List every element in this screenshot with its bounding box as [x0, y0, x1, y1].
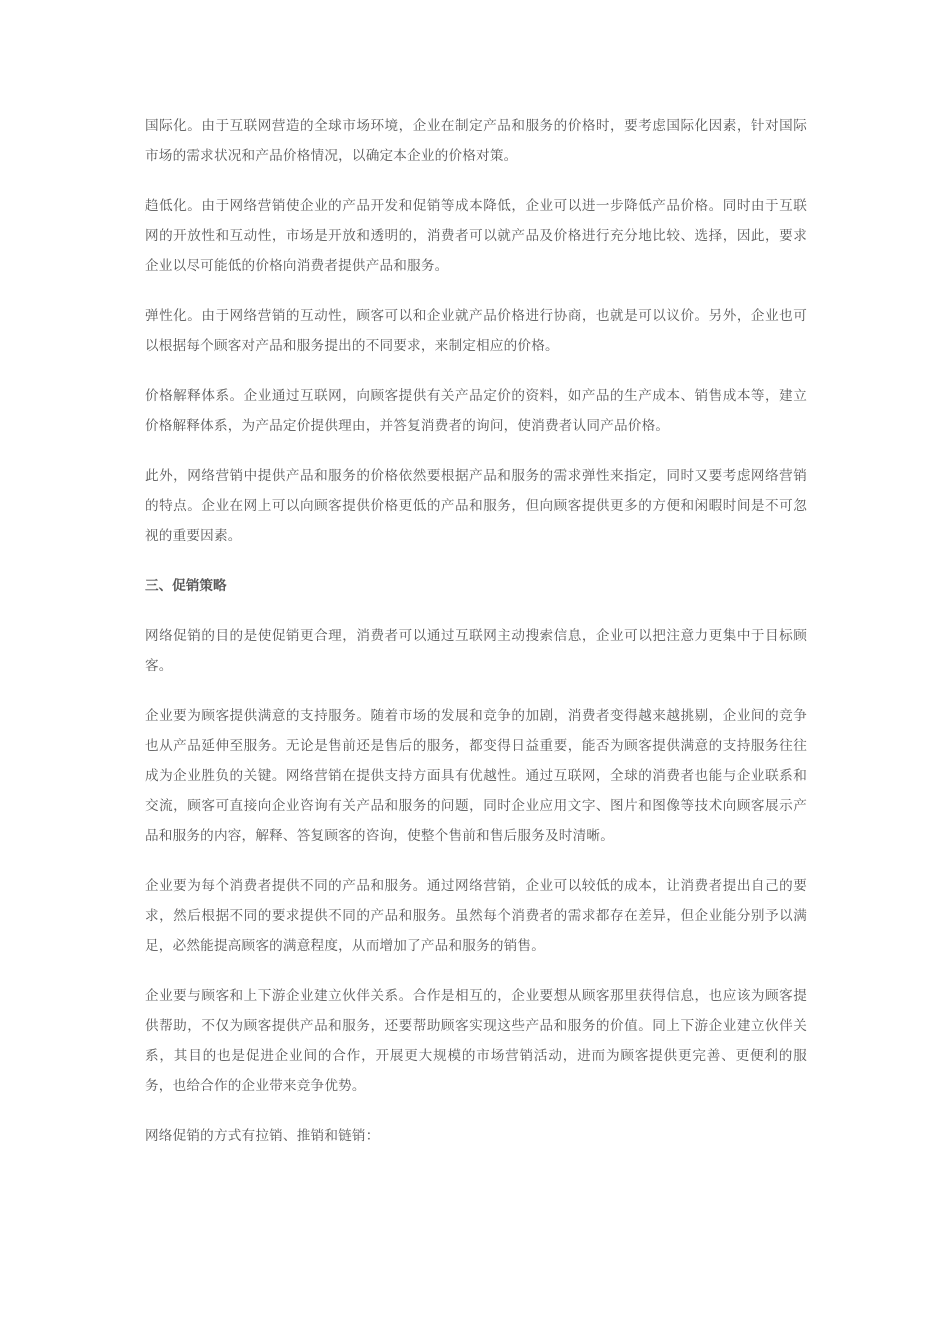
paragraph-flexibility: 弹性化。由于网络营销的互动性，顾客可以和企业就产品价格进行协商，也就是可以议价。另外，企业也可以根据每个顾客对产品和服务提出的不同要求，来制定相应的价格。 — [145, 308, 807, 354]
paragraph-partnership: 企业要与顾客和上下游企业建立伙伴关系。合作是相互的，企业要想从顾客那里获得信息，也应该为顾客提供帮助，不仅为顾客提供产品和服务，还要帮助顾客实现这些产品和服务的价值。同上下游企业建立伙伴关系，其目的也是促进企业间的合作，开展更大规模的市场营销活动，进而为顾客提供更完善、更便利的服务，也给合作的企业带来竞争优势。 — [145, 988, 807, 1094]
paragraph-internationalization: 国际化。由于互联网营造的全球市场环境，企业在制定产品和服务的价格时，要考虑国际化因素，针对国际市场的需求状况和产品价格情况，以确定本企业的价格对策。 — [145, 118, 807, 164]
paragraph-additional-notes: 此外，网络营销中提供产品和服务的价格依然要根据产品和服务的需求弹性来指定，同时又要考虑网络营销的特点。企业在网上可以向顾客提供价格更低的产品和服务，但向顾客提供更多的方便和闲暇时间是不可忽视的重要因素。 — [145, 468, 807, 544]
paragraph-price-explanation: 价格解释体系。企业通过互联网，向顾客提供有关产品定价的资料，如产品的生产成本、销售成本等，建立价格解释体系，为产品定价提供理由，并答复消费者的询问，使消费者认同产品价格。 — [145, 388, 807, 434]
section-heading-promotion: 三、促销策略 — [145, 578, 227, 594]
paragraph-support-service: 企业要为顾客提供满意的支持服务。随着市场的发展和竞争的加剧，消费者变得越来越挑剔，企业间的竞争也从产品延伸至服务。无论是售前还是售后的服务，都变得日益重要，能否为顾客提供满意的支持服务往往成为企业胜负的关键。网络营销在提供支持方面具有优越性。通过互联网，全球的消费者也能与企业联系和交流，顾客可直接向企业咨询有关产品和服务的问题，同时企业应用文字、图片和图像等技术向顾客展示产品和服务的内容，解释、答复顾客的咨询，使整个售前和售后服务及时清晰。 — [145, 708, 807, 844]
paragraph-promotion-methods: 网络促销的方式有拉销、推销和链销： — [145, 1128, 380, 1144]
paragraph-low-price-trend: 趋低化。由于网络营销使企业的产品开发和促销等成本降低，企业可以进一步降低产品价格。同时由于互联网的开放性和互动性，市场是开放和透明的，消费者可以就产品及价格进行充分地比较、选择，因此，要求企业以尽可能低的价格向消费者提供产品和服务。 — [145, 198, 807, 274]
paragraph-promotion-purpose: 网络促销的目的是使促销更合理，消费者可以通过互联网主动搜索信息，企业可以把注意力更集中于目标顾客。 — [145, 628, 807, 674]
document-body — [145, 111, 807, 1171]
paragraph-personalized-products: 企业要为每个消费者提供不同的产品和服务。通过网络营销，企业可以较低的成本，让消费者提出自己的要求，然后根据不同的要求提供不同的产品和服务。虽然每个消费者的需求都存在差异，但企业能分别予以满足，必然能提高顾客的满意程度，从而增加了产品和服务的销售。 — [145, 878, 807, 954]
